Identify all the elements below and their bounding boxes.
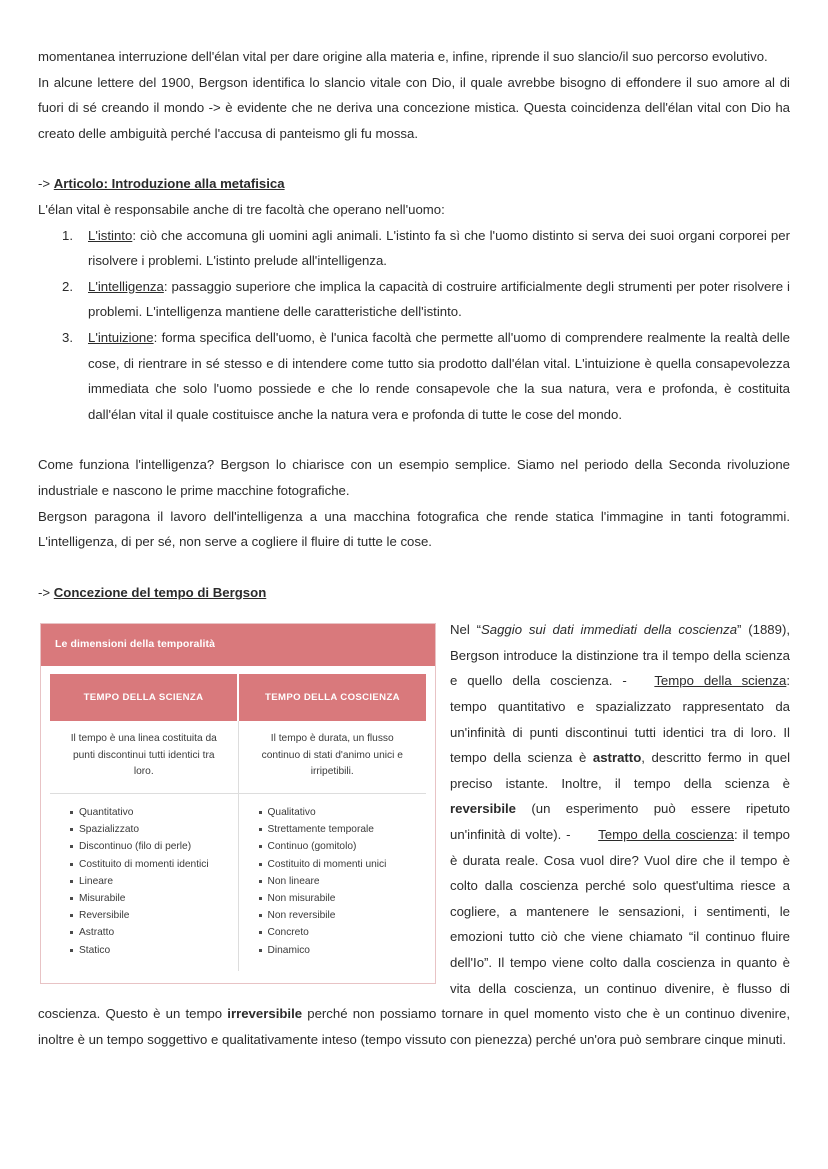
list-item: Statico	[70, 942, 232, 959]
dash-bullet: -	[622, 673, 627, 689]
list-item: Non lineare	[259, 873, 421, 890]
column-header-scienza: TEMPO DELLA SCIENZA	[50, 674, 238, 722]
list-item: Astratto	[70, 924, 232, 941]
list-item: Lineare	[70, 873, 232, 890]
heading-concezione-tempo	[38, 580, 790, 606]
dash-bullet: -	[566, 827, 571, 843]
paragraph-intelligenza-funzione: Come funziona l'intelligenza? Bergson lo chiarisce con un esempio semplice. Siamo nel periodo della Seconda rivoluzione industriale e nascono le prime macchine fotografiche.	[38, 457, 790, 498]
attributes-list-scienza	[60, 804, 232, 959]
tempo-scienza-text-c: (un esperimento può essere ripetuto un'infinità di volte).	[450, 801, 790, 843]
card-title: Le dimensioni della temporalità	[41, 624, 435, 666]
facolta-term: L'intelligenza	[88, 278, 164, 294]
tempo-scienza-term: Tempo della scienza	[654, 673, 787, 689]
list-item	[38, 274, 790, 325]
list-item: Reversibile	[70, 907, 232, 924]
list-item: Continuo (gomitolo)	[259, 838, 421, 855]
facolta-term: L'intuizione	[88, 329, 154, 345]
facolta-text: : passaggio superiore che implica la capacità di costruire artificialmente degli strumenti per poter risolvere i problemi. L'intelligenza mantiene delle caratteristiche dell'istinto.	[88, 278, 790, 320]
list-item: Discontinuo (filo di perle)	[70, 838, 232, 855]
tempo-coscienza-text-a: : il tempo è durata reale. Cosa vuol dire? Vuol dire che il tempo è colto dalla coscienza perché solo quest'ultima riesce a cogliere, a mantenere le sensazioni, i sentimenti, le emozioni tutto ciò che viene chiamato “il continuo fluire dell'Io”. Il tempo viene colto dalla coscienza in quanto è vita della coscienza, un continuo divenire, è flusso di coscienza. Questo è un tempo	[38, 827, 790, 1022]
list-item	[38, 223, 790, 274]
table-row	[50, 793, 426, 970]
facolta-term: L'istinto	[88, 227, 133, 243]
heading-arrow: ->	[38, 584, 54, 600]
emphasis-reversibile: reversibile	[450, 801, 516, 817]
saggio-intro-open: Nel “	[450, 622, 481, 638]
saggio-title: Saggio sui dati immediati della coscienza	[480, 622, 738, 638]
table-body	[50, 721, 426, 970]
table-head	[50, 674, 426, 722]
tempo-scienza-text-b: , descritto fermo in quel preciso istante. Inoltre, il tempo della scienza è	[450, 750, 790, 791]
heading-articolo-metafisica	[38, 171, 790, 197]
facolta-list	[38, 223, 790, 428]
heading-arrow: ->	[38, 176, 54, 192]
paragraph-macchina-fotografica: Bergson paragona il lavoro dell'intelligenza a una macchina fotografica che rende statica l'immagine in tanti fotogrammi. L'intelligenza, di per sé, non serve a cogliere il fluire di tutte le cose.	[38, 508, 790, 550]
paragraph-momentanea: momentanea interruzione dell'élan vital per dare origine alla materia e, infine, riprende il suo slancio/il suo percorso evolutivo.	[38, 49, 768, 64]
paragraph-lettere-1900: In alcune lettere del 1900, Bergson identifica lo slancio vitale con Dio, il quale avrebbe bisogno di effondere il suo amore al di fuori di sé creando il mondo -> è evidente che ne deriva una concezione mistica. Questa coincidenza dell'élan vital con Dio ha creato delle ambiguità perché l'accusa di panteismo gli fu mossa.	[38, 74, 790, 141]
column-header-coscienza: TEMPO DELLA COSCIENZA	[238, 674, 426, 722]
list-item: Dinamico	[259, 942, 421, 959]
tempo-coscienza-text-b: perché non possiamo tornare in quel momento visto che è un continuo divenire, inoltre è un tempo soggettivo e qualitativamente inteso (tempo vissuto con pienezza) perché un'ora può sembrare cinque minuti.	[38, 1006, 790, 1047]
list-item: Strettamente temporale	[259, 821, 421, 838]
facolta-text: : forma specifica dell'uomo, è l'unica facoltà che permette all'uomo di comprendere realmente la realtà delle cose, di rientrare in sé stesso e di intendere come tutto sia prodotto dall'élan vital. L'intuizione è quella consapevolezza immediata che solo l'uomo possiede e che lo rende consapevole che la sua natura, vera e profonda, è costituita dall'élan vital il quale costituisce anche la natura vera e profonda di tutte le cose del mondo.	[88, 329, 790, 422]
list-item: Misurabile	[70, 890, 232, 907]
section-spacer	[38, 605, 790, 617]
list-item: Quantitativo	[70, 804, 232, 821]
heading-text: Concezione del tempo di Bergson	[53, 584, 267, 600]
cell-attributes-scienza	[50, 793, 238, 970]
list-item: Qualitativo	[259, 804, 421, 821]
temporalita-table	[50, 674, 426, 971]
list-item: Spazializzato	[70, 821, 232, 838]
card-inner	[41, 666, 435, 983]
list-item: Costituito di momenti unici	[259, 856, 421, 873]
cell-description-scienza: Il tempo è una linea costituita da punti discontinui tutti identici tra loro.	[50, 721, 238, 793]
emphasis-astratto: astratto	[592, 750, 642, 766]
list-item	[38, 325, 790, 427]
table-row	[50, 721, 426, 793]
paragraph-spacer	[38, 427, 790, 452]
heading-text: Articolo: Introduzione alla metafisica	[53, 176, 285, 192]
table-header-row	[50, 674, 426, 722]
document-body	[38, 44, 790, 1052]
temporalita-table-card	[40, 623, 436, 984]
attributes-list-coscienza	[249, 804, 421, 959]
saggio-intro-close: ” (1889), Bergson introduce la distinzione tra il tempo della scienza e quello della coscienza.	[450, 622, 790, 689]
list-item: Non reversibile	[259, 907, 421, 924]
facolta-text: : ciò che accomuna gli uomini agli animali. L'istinto fa sì che l'uomo distinto si serva dei suoi organi corporei per risolvere i problemi. L'istinto prelude all'intelligenza.	[88, 227, 790, 269]
list-item: Costituito di momenti identici	[70, 856, 232, 873]
tempo-scienza-text-a: : tempo quantitativo e spazializzato rappresentato da un'infinità di punti discontinui tutti identici tra di loro. Il tempo della scienza è	[450, 673, 790, 766]
list-item: Non misurabile	[259, 890, 421, 907]
lead-facolta: L'élan vital è responsabile anche di tre facoltà che operano nell'uomo:	[38, 201, 445, 217]
tempo-coscienza-term: Tempo della coscienza	[598, 827, 735, 843]
cell-attributes-coscienza	[238, 793, 426, 970]
list-item: Concreto	[259, 924, 421, 941]
cell-description-coscienza: Il tempo è durata, un flusso continuo di stati d'animo unici e irripetibili.	[238, 721, 426, 793]
emphasis-irreversibile: irreversibile	[227, 1006, 303, 1022]
